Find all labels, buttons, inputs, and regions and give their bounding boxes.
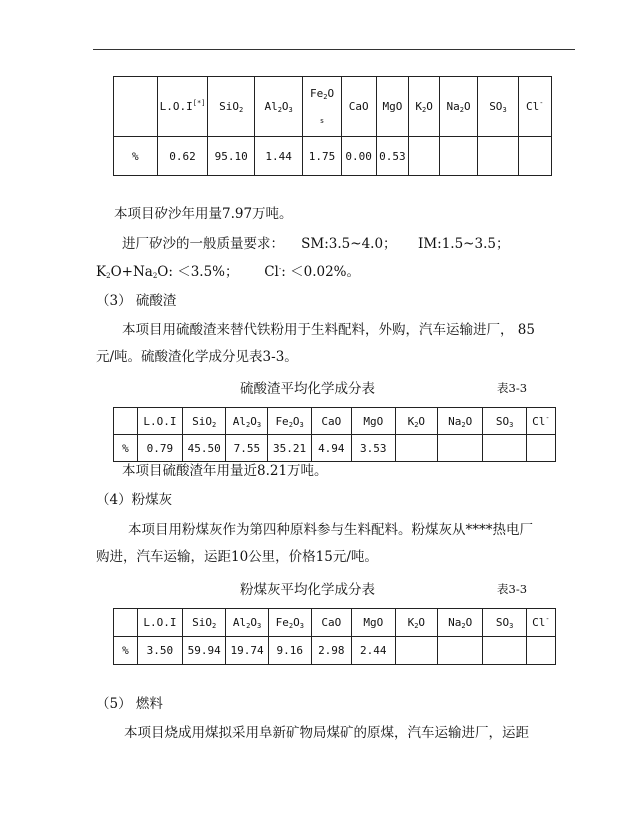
table-header-cell: CaO [341,77,376,137]
table-cell [439,137,477,176]
table-cell: 1.44 [254,137,302,176]
table-header-cell: $SO_3$ [483,408,526,435]
section-heading: （4）粉煤灰 [96,492,173,508]
table-header-cell: $Al_2O_3$ [254,77,302,137]
table-caption: 粉煤灰平均化学成分表 [240,582,375,598]
table-cell: 2.98 [311,637,351,665]
table-cell: 95.10 [208,137,255,176]
table-header-cell: MgO [351,408,395,435]
paragraph: 本项目用硫酸渣来替代铁粉用于生料配料，外购，汽车运输进厂， 85 [122,322,535,338]
table-header-cell: $K_2O$ [395,609,437,637]
table-row [114,137,552,176]
table-header-cell: $K_2O$ [395,408,437,435]
table-header-cell: Cl- [518,77,552,137]
table-cell: 9.16 [268,637,311,665]
table-header-cell: $Fe_2O_3$ [268,408,311,435]
table-header-cell: $SO_3$ [483,609,526,637]
table-cell: 45.50 [183,435,226,462]
paragraph: 进厂矽沙的一般质量要求： SM:3.5~4.0； IM:1.5~3.5； [122,236,510,252]
table-header-cell [114,609,138,637]
table-header-cell: L.O.I[*] [157,77,208,137]
table-header-cell [114,408,138,435]
table-header-cell: SiO$_2$ [183,609,226,637]
table-header-cell: $SO_3$ [478,77,518,137]
table-cell: 3.50 [137,637,182,665]
table-header-cell: $Na_2O$ [437,609,483,637]
table-header-cell: $Fe_2O_3$ [268,609,311,637]
table-header-cell: L.O.I [137,408,182,435]
pyrite-cinder-composition-table [113,407,556,462]
table-header-cell: L.O.I [137,609,182,637]
table-cell: 0.62 [157,137,208,176]
table-row [114,637,556,665]
table-header-cell: SiO$_2$ [208,77,255,137]
table-cell [526,435,555,462]
table-cell: 0.53 [376,137,409,176]
paragraph: 本项目矽沙年用量7.97万吨。 [114,206,293,222]
table-cell [483,637,526,665]
table-header-cell: $Al_2O_3$ [226,408,268,435]
table-cell: % [114,637,138,665]
table-cell [395,637,437,665]
table-cell: 19.74 [226,637,268,665]
table-cell [518,137,552,176]
table-row [114,435,556,462]
table-number: 表3-3 [497,582,528,596]
paragraph: $K_2O+Na_2O$: ＜3.5%； Cl-: ＜0.02%。 [96,264,360,280]
table-header-cell: CaO [311,408,351,435]
paragraph: 本项目硫酸渣年用量近8.21万吨。 [122,463,328,479]
table-cell: 7.55 [226,435,268,462]
header-rule [93,49,575,50]
table-cell: 35.21 [268,435,311,462]
table-cell: 0.00 [341,137,376,176]
table-cell [478,137,518,176]
table-cell [437,435,483,462]
paragraph: 本项目用粉煤灰作为第四种原料参与生料配料。粉煤灰从****热电厂 [128,522,533,538]
table-header-cell: Cl- [526,609,555,637]
table-header-cell: $Na_2O$ [437,408,483,435]
table-cell: 2.44 [351,637,395,665]
table-cell: 3.53 [351,435,395,462]
table-header-cell: $Na_2O$ [439,77,477,137]
section-heading: （3） 硫酸渣 [96,293,177,309]
table-cell: 1.75 [303,137,342,176]
table-cell: % [114,435,138,462]
fly-ash-composition-table [113,608,556,665]
table-header-cell: MgO [351,609,395,637]
table-header-cell: $K_2O$ [409,77,440,137]
table-header-cell: CaO [311,609,351,637]
table-header-row [114,609,556,637]
silica-sand-composition-table [113,76,552,176]
table-cell [395,435,437,462]
table-cell [437,637,483,665]
table-cell: 59.94 [183,637,226,665]
table-cell: 4.94 [311,435,351,462]
table-cell [483,435,526,462]
section-heading: （5） 燃料 [96,696,163,712]
table-header-cell: $Al_2O_3$ [226,609,268,637]
table-header-cell: Cl- [526,408,555,435]
table-header-row [114,77,552,137]
table-header-cell: MgO [376,77,409,137]
table-number: 表3-3 [497,381,528,395]
table-cell: 0.79 [137,435,182,462]
table-cell: % [114,137,158,176]
table-cell [409,137,440,176]
paragraph: 购进，汽车运输，运距10公里，价格15元/吨。 [96,549,378,565]
paragraph: 元/吨。硫酸渣化学成分见表3-3。 [96,349,298,365]
table-cell [526,637,555,665]
table-header-row [114,408,556,435]
table-header-cell: $Fe_2O$ s [303,77,342,137]
table-caption: 硫酸渣平均化学成分表 [240,381,375,397]
table-header-cell: SiO$_2$ [183,408,226,435]
table-header-cell [114,77,158,137]
paragraph: 本项目烧成用煤拟采用阜新矿物局煤矿的原煤，汽车运输进厂，运距 [124,725,529,741]
